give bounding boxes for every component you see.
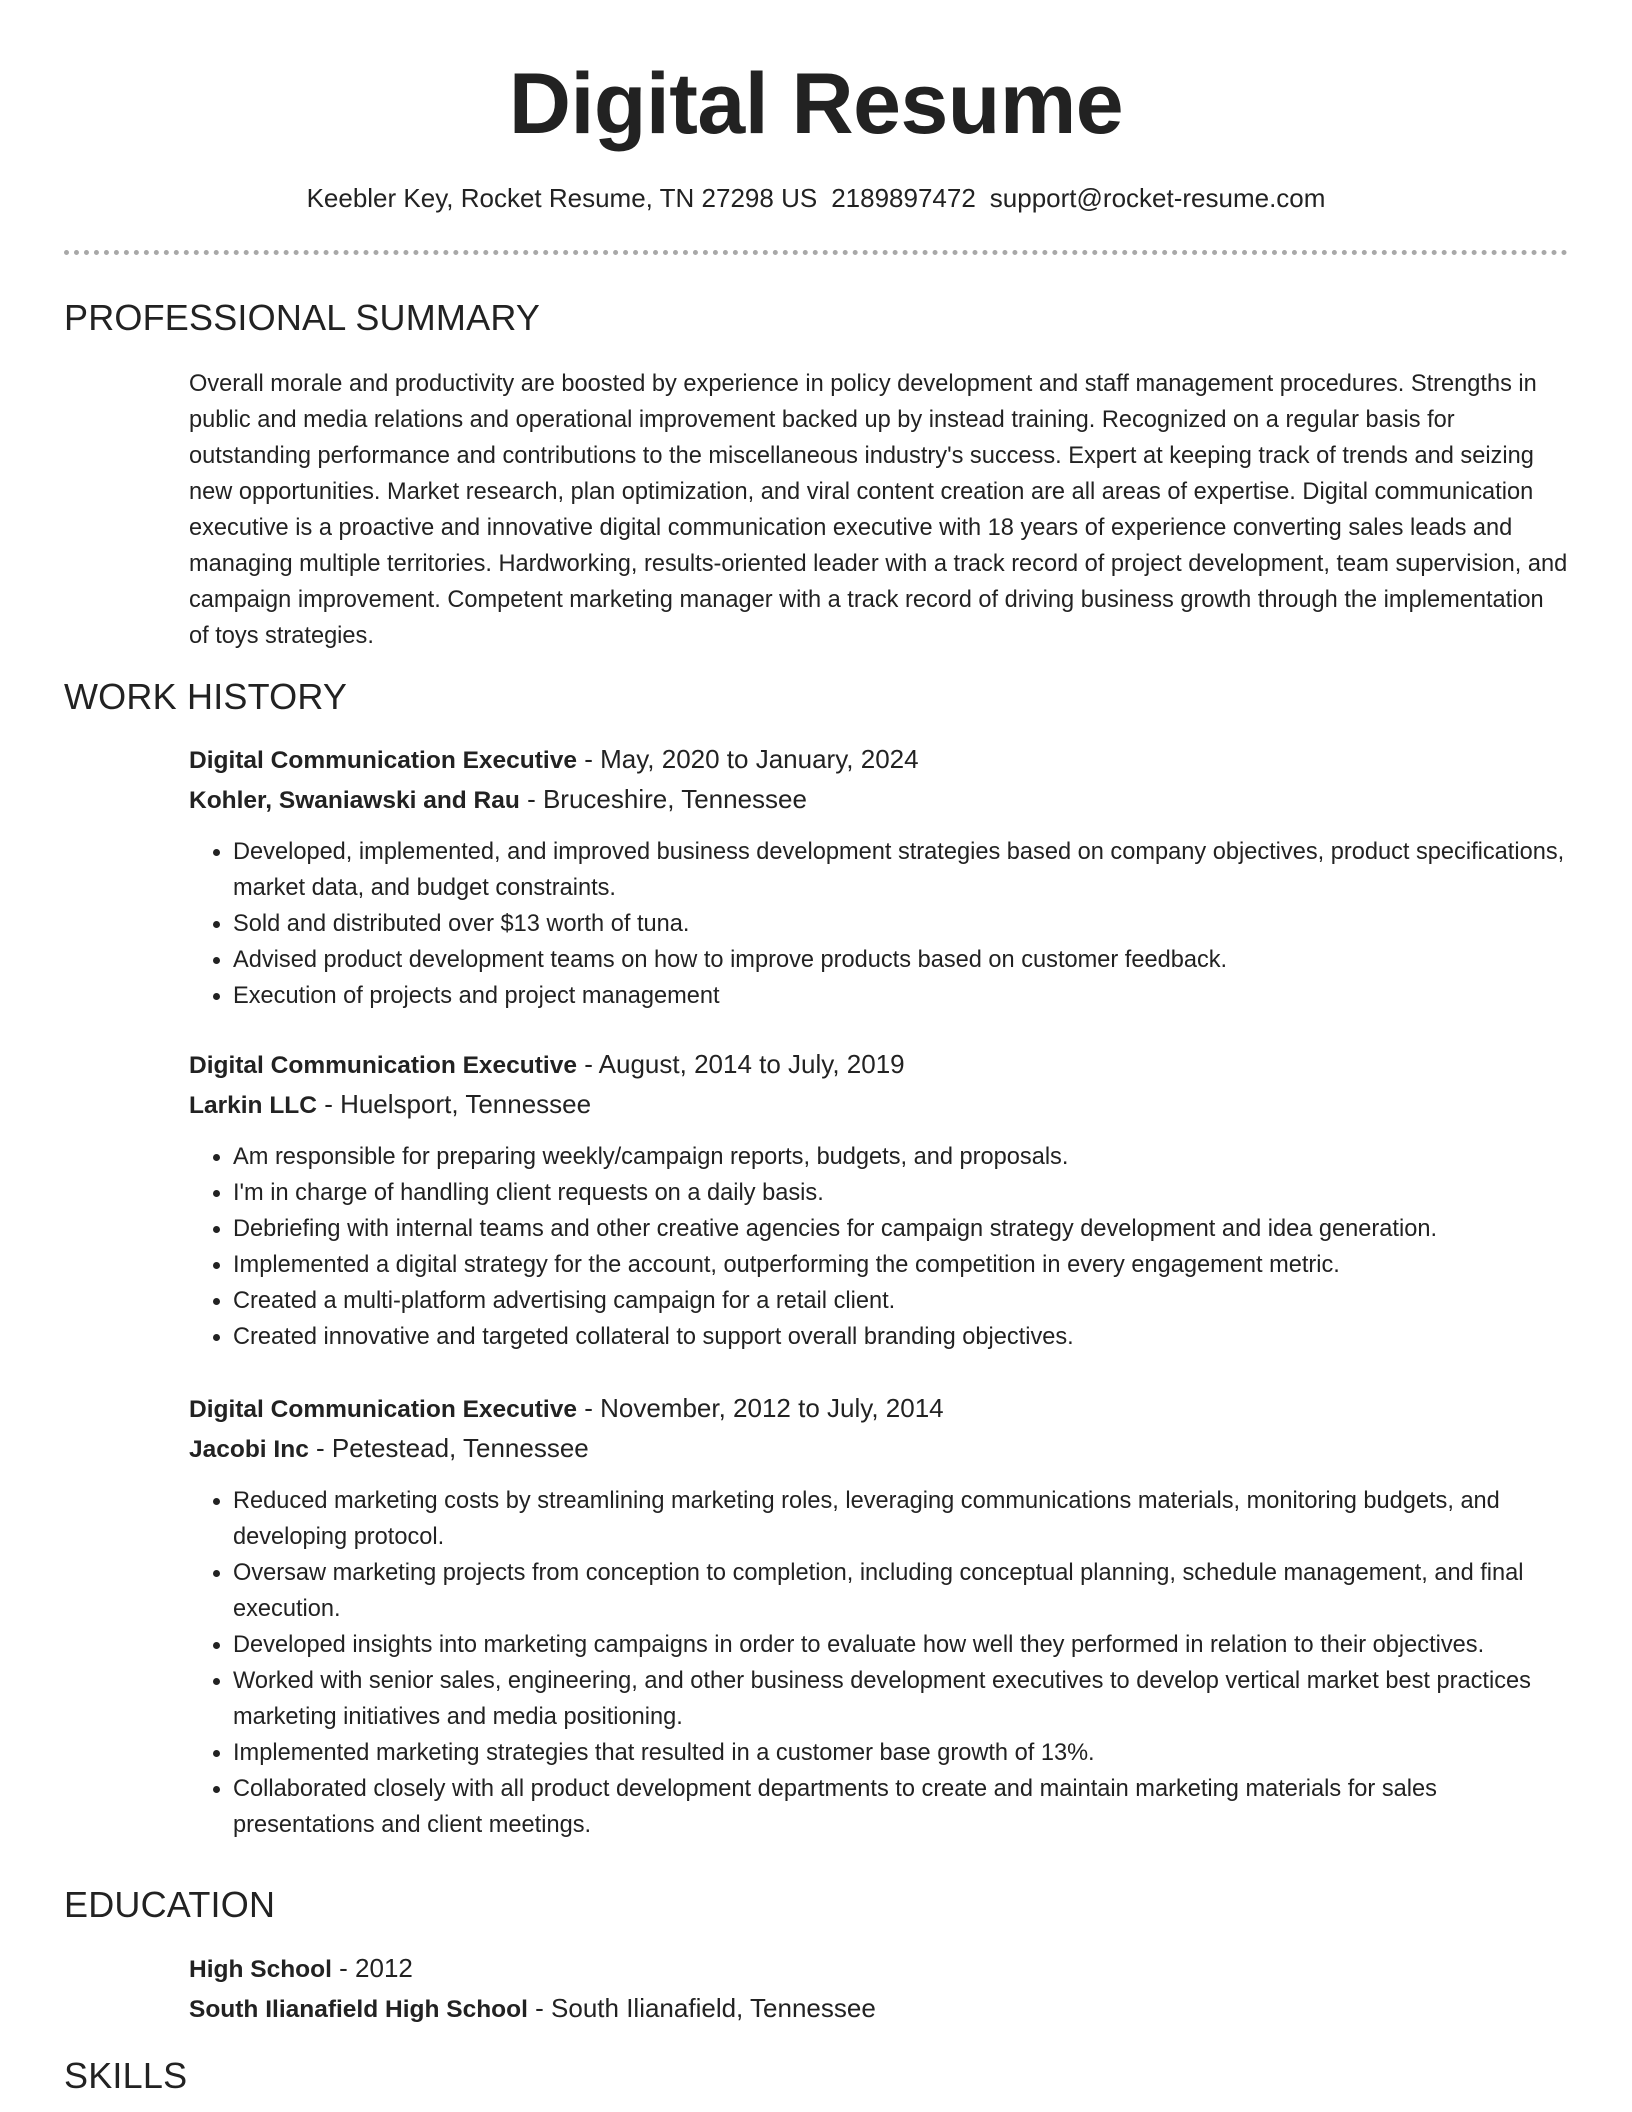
job-bullets [189,834,1569,1014]
job-bullets [189,1139,1569,1355]
job-bullet: • Implemented marketing strategies that resulted in a customer base growth of 13%. [233,1735,1569,1771]
job-bullet: • Implemented a digital strategy for the account, outperforming the competition in every engagement metric. [233,1247,1569,1283]
job-company: Jacobi Inc [189,1436,309,1463]
job-bullet: • Oversaw marketing projects from conception to completion, including conceptual planning, schedule management, and final execution. [233,1555,1569,1627]
job-location: - Bruceshire, Tennessee [519,784,807,814]
job-entry [189,1389,1569,1843]
education-school: South Ilianafield High School [189,1996,528,2023]
education-degree: High School [189,1956,332,1983]
job-location: - Huelsport, Tennessee [316,1089,592,1119]
contact-email: support@rocket-resume.com [989,183,1326,213]
job-bullet: • Sold and distributed over $13 worth of tuna. [233,906,1569,942]
job-bullet: • Am responsible for preparing weekly/campaign reports, budgets, and proposals. [233,1139,1569,1175]
resume-name: Digital Resume [508,56,1124,152]
job-location: - Petestead, Tennessee [308,1433,589,1463]
job-title: Digital Communication Executive [189,1052,577,1079]
job-company: Kohler, Swaniawski and Rau [189,787,520,814]
education-degree-line [189,1949,1569,1989]
job-title-line [189,1045,1569,1085]
job-company-line [189,780,1569,820]
job-title-line [189,740,1569,780]
education-year: - 2012 [331,1953,413,1983]
contact-line [0,180,1632,216]
header-divider [64,250,1568,255]
job-bullet: • Reduced marketing costs by streamlining marketing roles, leveraging communications materials, monitoring budgets, and developing protocol. [233,1483,1569,1555]
job-bullet: • Created a multi-platform advertising campaign for a retail client. [233,1283,1569,1319]
education-location: - South Ilianafield, Tennessee [527,1993,876,2023]
job-bullet: • Collaborated closely with all product development departments to create and maintain marketing materials for sales presentations and client meetings. [233,1771,1569,1843]
job-bullet: • I'm in charge of handling client requests on a daily basis. [233,1175,1569,1211]
job-dates: - November, 2012 to July, 2014 [577,1393,944,1423]
job-bullet: • Created innovative and targeted collateral to support overall branding objectives. [233,1319,1569,1355]
section-title-summary: PROFESSIONAL SUMMARY [64,297,541,338]
job-company: Larkin LLC [189,1092,317,1119]
summary-text: Overall morale and productivity are boosted by experience in policy development and staff management procedures. Strengths in public and media relations and operational improvement backed up by instead training. Recognized on a regular basis for outstanding performance and contributions to the miscellaneous industry's success. Expert at keeping track of trends and seizing new opportunities. Market research, plan optimization, and viral content creation are all areas of expertise. Digital communication executive is a proactive and innovative digital communication executive with 18 years of experience converting sales leads and managing multiple territories. Hardworking, results-oriented leader with a track record of project development, team supervision, and campaign improvement. Competent marketing manager with a track record of driving business growth through the implementation of toys strategies. [189,371,1568,649]
job-company-line [189,1429,1569,1469]
job-bullet: • Execution of projects and project management [233,978,1569,1014]
job-dates: - May, 2020 to January, 2024 [577,744,919,774]
job-entry [189,740,1569,1014]
job-title-line [189,1389,1569,1429]
job-dates: - August, 2014 to July, 2019 [577,1049,905,1079]
education-entry [189,1949,1569,2029]
section-title-skills: SKILLS [64,2055,188,2096]
contact-phone: 2189897472 [831,183,976,213]
education-school-line [189,1989,1569,2029]
section-title-work-history: WORK HISTORY [64,676,348,717]
job-bullet: • Developed insights into marketing campaigns in order to evaluate how well they performed in relation to their objectives. [233,1627,1569,1663]
job-entry [189,1045,1569,1355]
job-bullet: • Advised product development teams on how to improve products based on customer feedback. [233,942,1569,978]
contact-address: Keebler Key, Rocket Resume, TN 27298 US [306,183,818,213]
job-company-line [189,1085,1569,1125]
section-title-education: EDUCATION [64,1884,276,1925]
job-bullet: • Debriefing with internal teams and other creative agencies for campaign strategy development and idea generation. [233,1211,1569,1247]
job-bullets [189,1483,1569,1843]
job-bullet: • Developed, implemented, and improved business development strategies based on company objectives, product specifications, market data, and budget constraints. [233,834,1569,906]
job-title: Digital Communication Executive [189,747,577,774]
job-title: Digital Communication Executive [189,1396,577,1423]
job-bullet: • Worked with senior sales, engineering, and other business development executives to develop vertical market best practices marketing initiatives and media positioning. [233,1663,1569,1735]
